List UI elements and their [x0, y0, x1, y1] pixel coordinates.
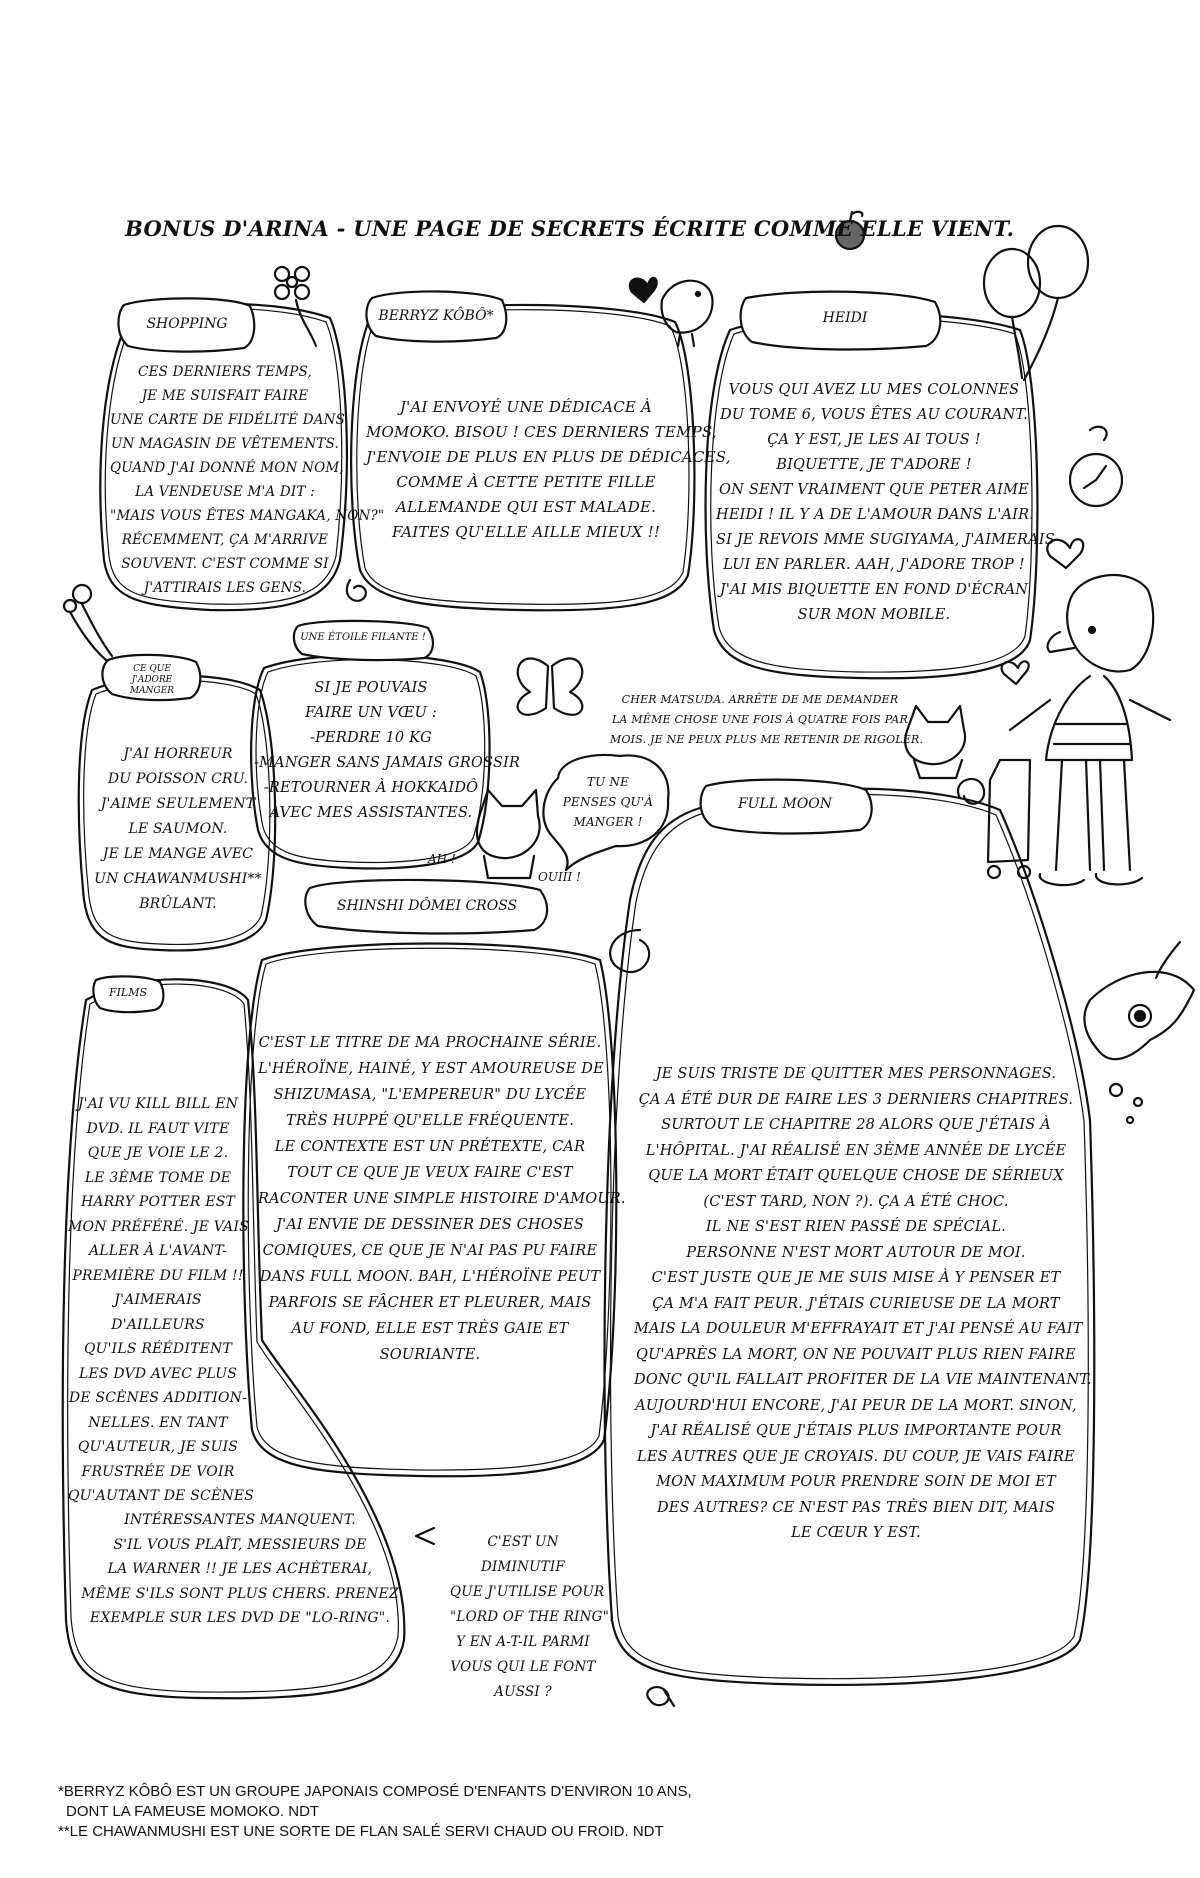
bird-icon: [662, 281, 713, 346]
matsuda-note: CHER MATSUDA. ARRÊTE DE ME DEMANDER LA MÊME CHOSE UNE FOIS À QUATRE FOIS PAR MOIS. JE NE PEUX PLUS ME RETENIR DE RIGOLER.: [610, 693, 924, 746]
ah-exclamation: AH !: [428, 852, 456, 866]
etoile-label: UNE ÉTOILE FILANTE !: [300, 632, 426, 643]
footnote-chawanmushi: **LE CHAWANMUSHI EST UNE SORTE DE FLAN SALÉ SERVI CHAUD OU FROID. NDT: [58, 1823, 664, 1840]
lotr-note: C'EST UN DIMINUTIF QUE J'UTILISE POUR "LORD OF THE RING". Y EN A-T-IL PARMI VOUS QUI LE FONT AUSSI ?: [450, 1534, 614, 1700]
footnote-berryz: *BERRYZ KÔBÔ EST UN GROUPE JAPONAIS COMPOSÉ D'ENFANTS D'ENVIRON 10 ANS,: [58, 1783, 692, 1800]
shinshi-label: SHINSHI DÔMEI CROSS: [336, 898, 518, 914]
flower-icon: [64, 585, 112, 660]
berryz-text: J'AI ENVOYÉ UNE DÉDICACE À MOMOKO. BISOU ! CES DERNIERS TEMPS, J'ENVOIE DE PLUS EN PLUS DE DÉDICACES, COMME À CETTE PETITE FILLE ALLEMANDE QUI EST MALADE. FAITES QU'ELLE AILLE MIEUX !!: [366, 398, 731, 541]
manger-text: J'AI HORREUR DU POISSON CRU. J'AIME SEULEMENT LE SAUMON. JE LE MANGE AVEC UN CHAWANMUSHI** BRÛLANT.: [94, 746, 262, 912]
heart-icon: [630, 278, 657, 302]
shopping-label: SHOPPING: [146, 316, 228, 332]
heidi-label: HEIDI: [822, 310, 868, 326]
page-title: BONUS D'ARINA - UNE PAGE DE SECRETS ÉCRITE COMME ELLE VIENT.: [125, 216, 1015, 241]
heidi-text: VOUS QUI AVEZ LU MES COLONNES DU TOME 6, VOUS ÊTES AU COURANT. ÇA Y EST, JE LES AI TOUS ! BIQUETTE, JE T'ADORE ! ON SENT VRAIMENT QUE PETER AIME HEIDI ! IL Y A DE L'AMOUR DANS L'AIR. SI JE REVOIS MME SUGIYAMA, J'AIMERAIS LUI EN PARLER. AAH, J'ADORE TROP ! J'AI MIS BIQUETTE EN FOND D'ÉCRAN SUR MON MOBILE.: [716, 382, 1055, 623]
arrow-icon: [416, 1528, 434, 1544]
balloons-icon: [984, 226, 1088, 380]
butterfly-icon: [518, 659, 583, 715]
etoile-text: SI JE POUVAIS FAIRE UN VŒU : -PERDRE 10 KG -MANGER SANS JAMAIS GROSSIR -RETOURNER À HOKKAIDÔ AVEC MES ASSISTANTES.: [254, 680, 521, 821]
footnote-berryz-cont: DONT LA FAMEUSE MOMOKO. NDT: [66, 1803, 320, 1820]
ouiii-exclamation: OUIII !: [538, 870, 581, 884]
berryz-label: BERRYZ KÔBÔ*: [378, 308, 494, 324]
speech-bubble-text: TU NE PENSES QU'À MANGER !: [562, 775, 654, 829]
fish-icon: [1084, 942, 1194, 1123]
shinshi-text: C'EST LE TITRE DE MA PROCHAINE SÉRIE. L'HÉROÏNE, HAINÉ, Y EST AMOUREUSE DE SHIZUMASA, "L'EMPEREUR" DU LYCÉE TRÈS HUPPÉ QU'ELLE FRÉQUENTE. LE CONTEXTE EST UN PRÉTEXTE, CAR TOUT CE QUE JE VEUX FAIRE C'EST RACONTER UNE SIMPLE HISTOIRE D'AMOUR. J'AI ENVIE DE DESSINER DES CHOSES COMIQUES, CE QUE JE N'AI PAS PU FAIRE DANS FULL MOON. BAH, L'HÉROÏNE PEUT PARFOIS SE FÂCHER ET PLEURER, MAIS AU FOND, ELLE EST TRÈS GAIE ET SOURIANTE.: [258, 1035, 626, 1363]
shopping-text: CES DERNIERS TEMPS, JE ME SUISFAIT FAIRE UNE CARTE DE FIDÉLITÉ DANS UN MAGASIN DE VÊTEMENTS. QUAND J'AI DONNÉ MON NOM, LA VENDEUSE M'A DIT : "MAIS VOUS ÊTES MANGAKA, NON?" RÉCEMMENT, ÇA M'ARRIVE SOUVENT. C'EST COMME SI J'ATTIRAIS LES GENS.: [110, 364, 385, 596]
manger-label: CE QUE J'ADORE MANGER: [129, 664, 175, 696]
swirl-decoration: [347, 580, 366, 601]
footnotes: [58, 1782, 692, 1842]
films-label: FILMS: [108, 986, 148, 999]
clock-icon: [1070, 427, 1122, 506]
signature-scribble: [647, 1687, 674, 1706]
fullmoon-label: FULL MOON: [737, 796, 833, 812]
fullmoon-text: JE SUIS TRISTE DE QUITTER MES PERSONNAGES. ÇA A ÉTÉ DUR DE FAIRE LES 3 DERNIERS CHAPITRES. SURTOUT LE CHAPITRE 28 ALORS QUE J'ÉTAIS À L'HÔPITAL. J'AI RÉALISÉ EN 3ÈME ANNÉE DE LYCÉE QUE LA MORT ÉTAIT QUELQUE CHOSE DE SÉRIEUX (C'EST TARD, NON ?). ÇA A ÉTÉ CHOC. IL NE S'EST RIEN PASSÉ DE SPÉCIAL. PERSONNE N'EST MORT AUTOUR DE MOI. C'EST JUSTE QUE JE ME SUIS MISE À Y PENSER ET ÇA M'A FAIT PEUR. J'ÉTAIS CURIEUSE DE LA MORT MAIS LA DOULEUR M'EFFRAYAIT ET J'AI PENSÉ AU FAIT QU'APRÈS LA MORT, ON NE POUVAIT PLUS RIEN FAIRE DONC QU'IL FALLAIT PROFITER DE LA VIE MAINTENANT. AUJOURD'HUI ENCORE, J'AI PEUR DE LA MORT. SINON, J'AI RÉALISÉ QUE J'ÉTAIS PLUS IMPORTANTE POUR LES AUTRES QUE JE CROYAIS. DU COUP, JE VAIS FAIRE MON MAXIMUM POUR PRENDRE SOIN DE MOI ET DES AUTRES? CE N'EST PAS TRÈS BIEN DIT, MAIS LE CŒUR Y EST.: [634, 1066, 1092, 1541]
heart-icon: [1002, 661, 1029, 684]
films-text: J'AI VU KILL BILL EN DVD. IL FAUT VITE QUE JE VOIE LE 2. LE 3ÈME TOME DE HARRY POTTER EST MON PRÉFÉRÉ. JE VAIS ALLER À L'AVANT- PREMIÈRE DU FILM !! J'AIMERAIS D'AILLEURS QU'ILS RÉÉDITENT LES DVD AVEC PLUS DE SCÈNES ADDITION- NELLES. EN TANT QU'AUTEUR, JE SUIS FRUSTRÉE DE VOIR QU'AUTANT DE SCÈNES: [68, 1096, 255, 1504]
films-text-wide: INTÉRESSANTES MANQUENT. S'IL VOUS PLAÎT, MESSIEURS DE LA WARNER !! JE LES ACHÈTERAI, MÊME S'ILS SONT PLUS CHERS. PRENEZ EXEMPLE SUR LES DVD DE "LO-RING".: [81, 1512, 399, 1626]
